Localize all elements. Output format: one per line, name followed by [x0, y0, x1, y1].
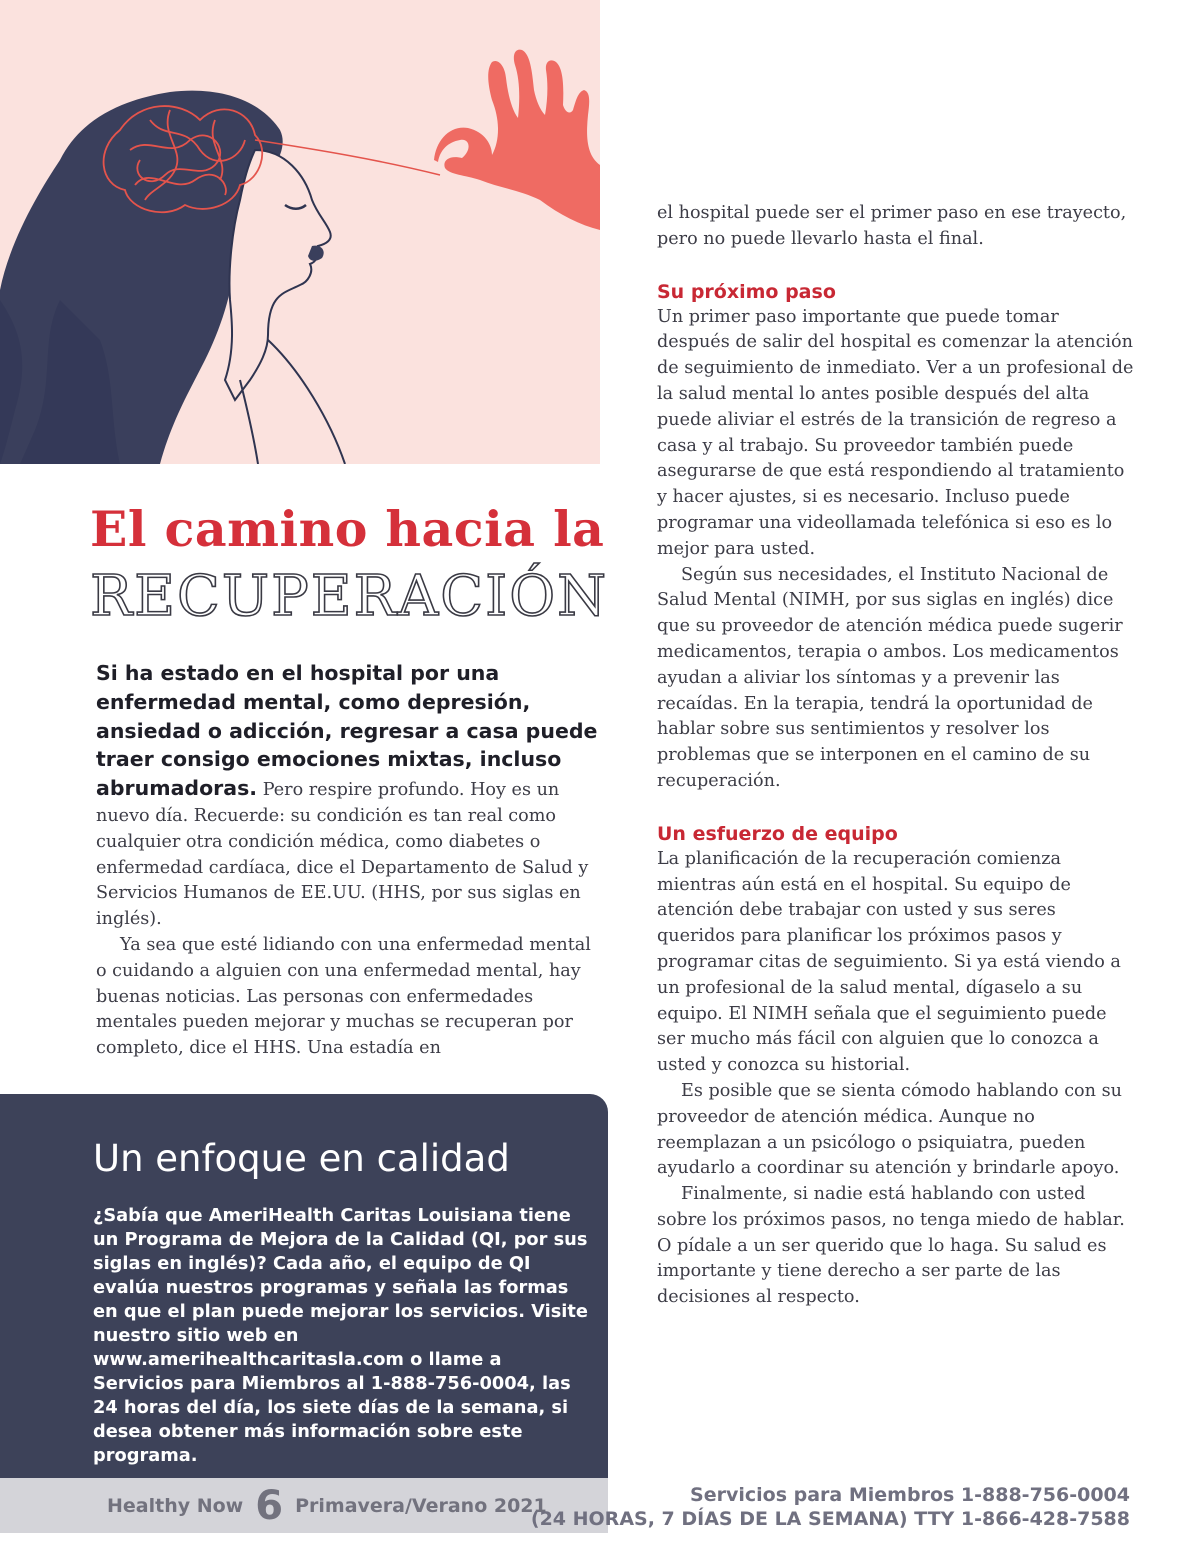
intro-paragraph — [96, 660, 606, 933]
continuation-paragraph: el hospital puede ser el primer paso en ese trayecto, pero no puede llevarlo hasta el final. — [657, 203, 1127, 249]
left-paragraph-2: Ya sea que esté lidiando con una enfermedad mental o cuidando a alguien con una enfermedad mental, hay buenas noticias. Las personas con enfermedades mentales pueden mejorar y muchas se recuperan por completo, dice el HHS. Una estadía en — [96, 934, 591, 1059]
hero-illustration — [0, 0, 600, 464]
quality-text-3: las 24 horas del día, los siete días de la semana, si desea obtener más información sobre este programa. — [93, 1373, 571, 1466]
section1-paragraph-1: Un primer paso importante que puede tomar después de salir del hospital es comenzar la atención de seguimiento de inmediato. Ver a un profesional de la salud mental lo antes posible después del alta puede aliviar el estrés de la transición de regreso a casa y al trabajo. Su proveedor también puede asegurarse de que está respondiendo al tratamiento y hacer ajustes, si es necesario. Incluso puede programar una videollamada telefónica si eso es lo mejor para usted. — [657, 306, 1134, 559]
quality-text-1: ¿Sabía que AmeriHealth Caritas Louisiana tiene un Programa de Mejora de la Calidad (QI, por sus siglas en inglés)? Cada año, el equipo de QI evalúa nuestros programas y señala las formas en que el plan puede mejorar los servicios. Visite nuestro sitio web en — [93, 1205, 588, 1346]
lede-rest: Pero respire profundo. Hoy es un nuevo día. Recuerde: su condición es tan real como cualquier otra condición médica, como diabetes o enfermedad cardíaca, dice el Departamento de Salud y Servicios Humanos de EE.UU. (HHS, por sus siglas en inglés). — [96, 780, 589, 930]
left-column — [96, 660, 606, 1062]
woman-thread-brain-illustration — [0, 0, 600, 464]
section-heading-next-step: Su próximo paso — [657, 280, 836, 303]
footer-member-services: Servicios para Miembros 1-888-756-0004 — [690, 1484, 1130, 1506]
right-column — [657, 201, 1137, 1311]
title-line-1: El camino hacia la — [90, 500, 605, 558]
section2-paragraph-1: La planificación de la recuperación comienza mientras aún está en el hospital. Su equipo de atención debe trabajar con usted y sus seres queridos para planificar los próximos pasos y programar citas de seguimiento. Si ya está viendo a un profesional de la salud mental, dígaselo a su equipo. El NIMH señala que el seguimiento puede ser mucho más fácil con alguien que lo conozca a usted y conozca su historial. — [657, 848, 1121, 1076]
section-heading-team-effort: Un esfuerzo de equipo — [657, 822, 898, 845]
title-line-2: RECUPERACIÓN — [90, 564, 609, 629]
footer-brand: Healthy Now — [107, 1495, 244, 1517]
page-number: 6 — [255, 1483, 284, 1529]
quality-title: Un enfoque en calidad — [93, 1137, 510, 1180]
footer-publication — [107, 1482, 547, 1530]
footer-season: Primavera/Verano 2021 — [295, 1495, 547, 1517]
section2-paragraph-3: Finalmente, si nadie está hablando con usted sobre los próximos pasos, no tenga miedo de hablar. O pídale a un ser querido que lo haga. Su salud es importante y tiene derecho a ser parte de las decisiones al respecto. — [657, 1184, 1125, 1308]
quality-text — [93, 1204, 593, 1468]
member-phone[interactable]: 1-888-756-0004, — [370, 1373, 536, 1394]
footer-hours-tty: (24 HORAS, 7 DÍAS DE LA SEMANA) TTY 1-866-428-7588 — [530, 1508, 1130, 1530]
lede-bold: Si ha estado en el hospital por una enfermedad mental, como depresión, ansiedad o adicción, regresar a casa puede traer consigo emociones mixtas, incluso abrumadoras. — [96, 661, 598, 801]
section1-paragraph-2: Según sus necesidades, el Instituto Nacional de Salud Mental (NIMH, por sus siglas en inglés) dice que su proveedor de atención médica puede sugerir medicamentos, terapia o ambos. Los medicamentos ayudan a aliviar los síntomas y a prevenir las recaídas. En la terapia, tendrá la oportunidad de hablar sobre sus sentimientos y resolver los problemas que se interponen en el camino de su recuperación. — [657, 564, 1123, 791]
section2-paragraph-2: Es posible que se sienta cómodo hablando con su proveedor de atención médica. Aunque no reemplazan a un psicólogo o psiquiatra, pueden ayudarlo a coordinar su atención y brindarle apoyo. — [657, 1080, 1122, 1179]
quality-callout-box — [0, 1094, 608, 1494]
footer-contact — [531, 1483, 1130, 1531]
website-link[interactable]: www.amerihealthcaritasla.com — [93, 1349, 404, 1370]
article-title — [90, 500, 630, 629]
quality-text-2: o llame a Servicios para Miembros al — [93, 1349, 502, 1394]
